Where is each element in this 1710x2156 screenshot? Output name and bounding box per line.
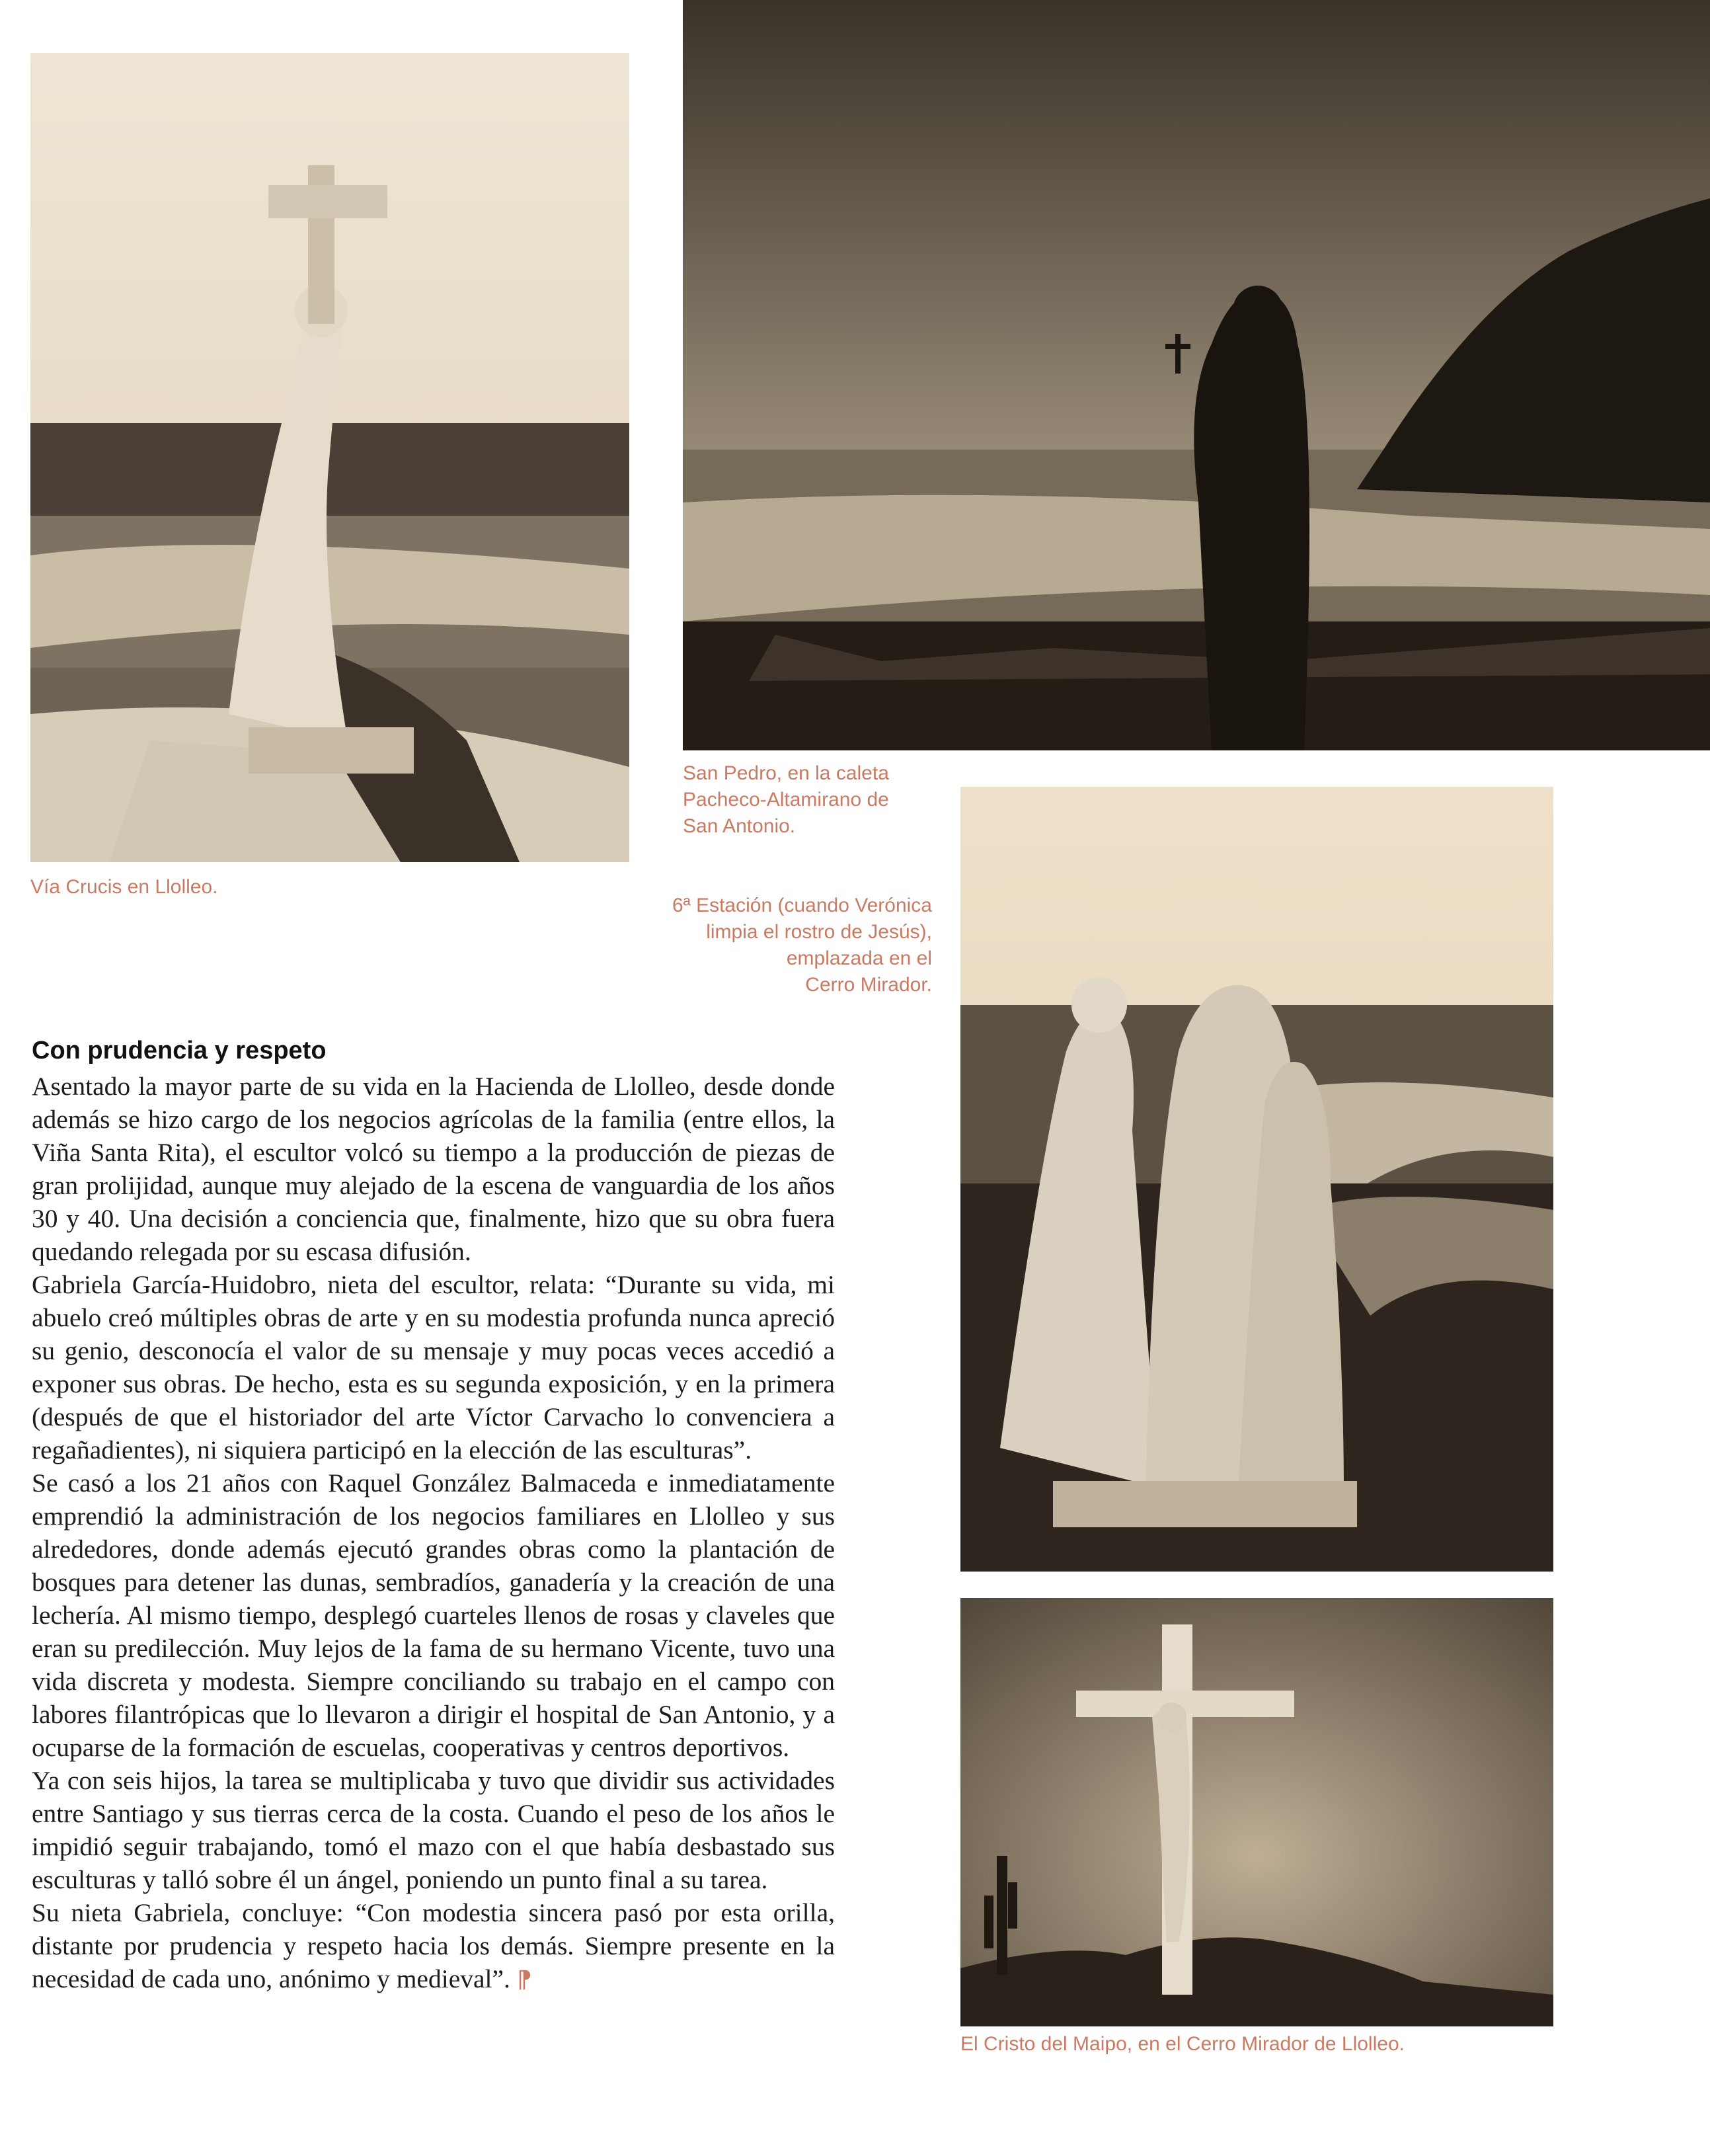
caption-estacion-line-2: limpia el rostro de Jesús), [706, 921, 932, 943]
article-paragraph-5-text: Su nieta Gabriela, concluye: “Con modestia sincera pasó por esta orilla, distante por prudencia y respeto hacia los demás. Siempre presente en la necesidad de cada uno, anónimo y medieval”. [32, 1898, 835, 1993]
caption-san-pedro-line-2: Pacheco-Altamirano de [683, 789, 889, 811]
article-paragraph-4: Ya con seis hijos, la tarea se multiplicaba y tuvo que dividir sus actividades entre Santiago y sus tierras cerca de la costa. Cuando el peso de los años le impidió seguir trabajando, tomó el mazo con el que había desbastado sus esculturas y talló sobre él un ángel, poniendo un punto final a su tarea. [32, 1766, 835, 1894]
caption-cristo: El Cristo del Maipo, en el Cerro Mirador de Llolleo. [960, 2033, 1405, 2055]
article-paragraph-5 [32, 1896, 835, 1997]
caption-estacion [661, 893, 932, 998]
caption-estacion-line-4: Cerro Mirador. [805, 974, 932, 996]
caption-estacion-line-1: 6ª Estación (cuando Verónica [672, 895, 932, 916]
article-paragraph-2: Gabriela García-Huidobro, nieta del escultor, relata: “Durante su vida, mi abuelo creó múltiples obras de arte y en su modestia profunda nunca apreció su genio, desconocía el valor de su mensaje y muy pocas veces accedió a exponer sus obras. De hecho, esta es su segunda exposición, y en la primera (después de que el historiador del arte Víctor Carvacho lo convenciera a regañadientes), ni siquiera participó en la elección de las esculturas”. [32, 1270, 835, 1464]
caption-san-pedro-line-3: San Antonio. [683, 815, 796, 837]
caption-estacion-line-3: emplazada en el [786, 947, 932, 969]
photo-cristo-del-maipo [960, 1598, 1553, 2026]
article-paragraph-1: Asentado la mayor parte de su vida en la Hacienda de Llolleo, desde donde además se hizo cargo de los negocios agrícolas de la familia (entre ellos, la Viña Santa Rita), el escultor volcó su tiempo a la producción de piezas de gran prolijidad, aunque muy alejado de la escena de vanguardia de los años 30 y 40. Una decisión a conciencia que, finalmente, hizo que su obra fuera quedando relegada por su escasa difusión. [32, 1072, 835, 1266]
article-paragraph-3: Se casó a los 21 años con Raquel González Balmaceda e inmediatamente emprendió la administración de los negocios familiares en Llolleo y sus alrededores, donde además ejecutó grandes obras como la plantación de bosques para detener las dunas, sembradíos, ganadería y la creación de una lechería. Al mismo tiempo, desplegó cuarteles llenos de rosas y claveles que eran su predilección. Muy lejos de la fama de su hermano Vicente, tuvo una vida discreta y modesta. Siempre conciliando su trabajo en el campo con labores filantrópicas que lo llevaron a dirigir el hospital de San Antonio, y a ocuparse de la formación de escuelas, cooperativas y centros deportivos. [32, 1468, 835, 1762]
caption-san-pedro [683, 760, 889, 840]
caption-san-pedro-line-1: San Pedro, en la caleta [683, 762, 889, 784]
end-mark-icon: ⁋ [516, 1966, 532, 1993]
photo-via-crucis [30, 53, 629, 862]
article-body [32, 1070, 835, 1997]
photo-san-pedro [683, 0, 1710, 750]
article-heading: Con prudencia y respeto [32, 1037, 327, 1064]
caption-via-crucis: Vía Crucis en Llolleo. [30, 876, 218, 898]
photo-sexta-estacion [960, 787, 1553, 1572]
